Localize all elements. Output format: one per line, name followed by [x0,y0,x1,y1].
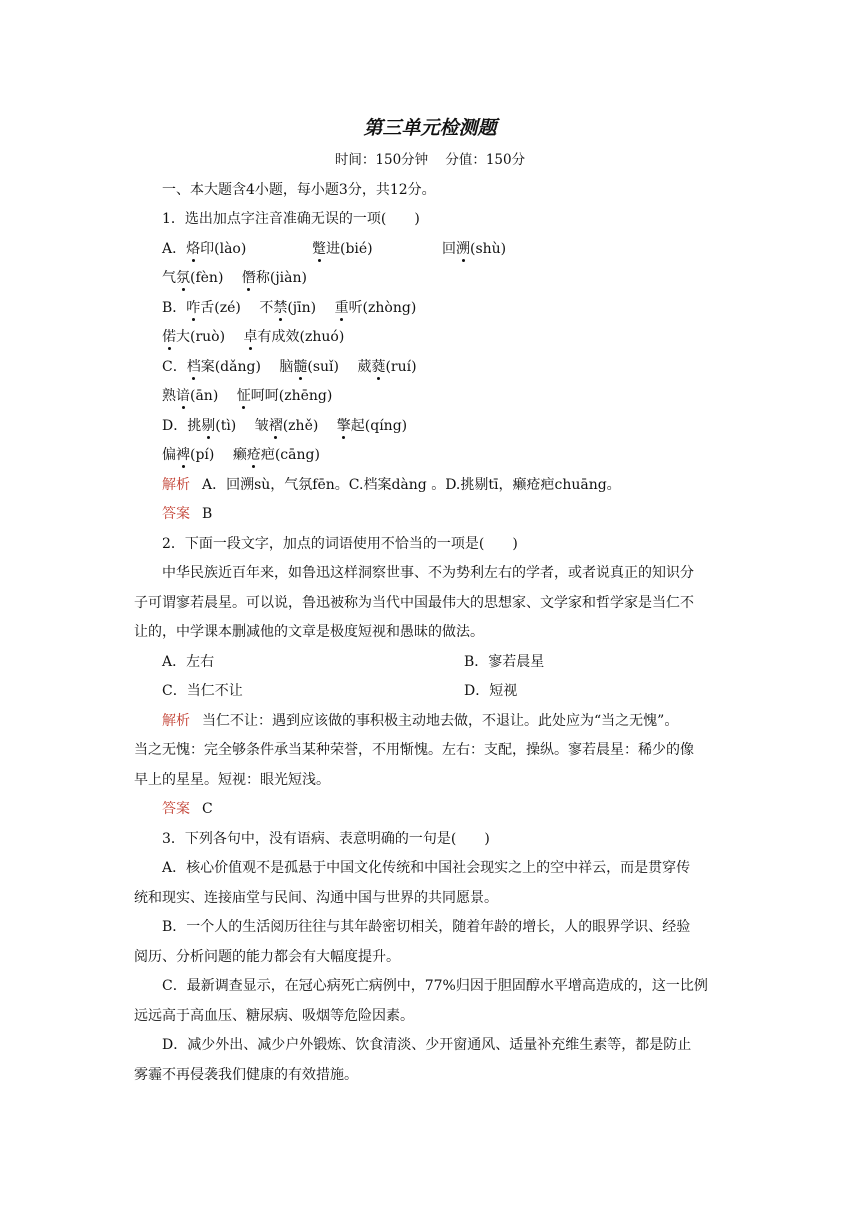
q1-d-item4: 偏裨(pí) [162,447,215,463]
emphasis-mark: 谙 [176,388,190,404]
emphasis-mark: 裨 [176,447,190,463]
emphasis-mark: 怔 [236,388,251,404]
q2-option-b: B．寥若晨星 [464,654,545,670]
q1-option-b-line2 [162,327,344,349]
q2-analysis-line2: 当之无愧：完全够条件承当某种荣誉，不用惭愧。左右：支配，操纵。寥若晨星：稀少的像 [134,742,694,758]
q1-b-item5: 卓有成效(zhuó) [243,329,345,345]
answer-label: 答案 [162,801,190,817]
emphasis-mark: 髓 [293,359,308,375]
emphasis-mark: 僭 [241,270,256,286]
q2-option-c: C．当仁不让 [162,683,243,699]
q1-d-item2: 皱褶(zhě) [254,418,319,434]
q3-option-b-line2: 阅历、分析问题的能力都会有大幅度提升。 [134,949,400,965]
q2-option-a: A．左右 [162,654,215,670]
emphasis-mark: 剔 [201,418,216,434]
emphasis-mark: 氛 [176,270,190,286]
q2-stem: 2．下面一段文字，加点的词语使用不恰当的一项是( ) [162,536,518,552]
q1-d-item1: D．挑剔(tì) [162,418,237,434]
q1-a-item3: 回溯(shù) [442,241,507,257]
q3-option-d-line1: D．减少外出、减少户外锻炼、饮食清淡、少开窗通风、适量补充维生素等，都是防止 [162,1037,692,1053]
q2-answer [162,799,213,821]
q1-option-a-line2 [162,268,307,290]
analysis-label: 解析 [162,713,190,729]
q3-option-a-line2: 统和现实、连接庙堂与民间、沟通中国与世界的共同愿景。 [134,890,498,906]
emphasis-mark: 禁 [273,300,288,316]
emphasis-mark: 褶 [268,418,283,434]
q2-option-d: D．短视 [464,683,518,699]
q2-answer-value: C [202,801,213,817]
q1-a-item5: 僭称(jiàn) [241,270,307,286]
q1-answer [162,504,212,526]
emphasis-mark: 溯 [456,241,470,257]
q1-answer-value: B [202,506,213,522]
q2-paragraph-line3: 让的，中学课本删减他的文章是极度短视和愚昧的做法。 [134,624,484,640]
emphasis-mark: 蹩 [312,241,326,257]
q1-d-item3: 擎起(qíng) [336,418,408,434]
q3-option-c-line1: C．最新调查显示，在冠心病死亡病例中，77%归因于胆固醇水平增高造成的，这一比例 [162,978,708,994]
q1-a-item2: 蹩进(bié) [312,241,373,257]
q1-b-item4: 偌大(ruò) [162,329,226,345]
q1-c-item3: 葳蕤(ruí) [357,359,417,375]
section-heading: 一、本大题含4小题，每小题3分，共12分。 [162,182,436,198]
q1-option-c-line2 [162,386,332,408]
emphasis-mark: 咋 [186,300,201,316]
q1-b-item2: 不禁(jīn) [259,300,317,316]
q1-c-item2: 脑髓(suǐ) [279,359,339,375]
q1-option-a-line1 [162,239,507,261]
emphasis-mark: 蕤 [371,359,386,375]
emphasis-mark: 烙 [186,241,201,257]
q1-analysis-text: A．回溯sù，气氛fēn。C.档案dàng 。D.挑剔tī，癞疮疤chuāng。 [202,477,621,493]
analysis-label: 解析 [162,477,190,493]
q1-stem: 1．选出加点字注音准确无误的一项( ) [162,211,420,227]
q1-c-item1: C．档案(dǎng) [162,359,261,375]
q2-paragraph-line2: 子可谓寥若晨星。可以说，鲁迅被称为当代中国最伟大的思想家、文学家和哲学家是当仁不 [134,595,694,611]
q2-paragraph-line1: 中华民族近百年来，如鲁迅这样洞察世事、不为势利左右的学者，或者说真正的知识分 [162,565,694,581]
q2-options-row1 [162,652,545,674]
q3-option-d-line2: 雾霾不再侵袭我们健康的有效措施。 [134,1067,358,1083]
q1-b-item3: 重听(zhòng) [334,300,417,316]
emphasis-mark: 档 [186,359,201,375]
q1-analysis [162,475,621,497]
q3-option-b-line1: B．一个人的生活阅历往往与其年龄密切相关，随着年龄的增长，人的眼界学识、经验 [162,919,691,935]
emphasis-mark: 偌 [162,329,176,345]
q2-options-row2 [162,681,518,703]
exam-info: 时间：150分钟 分值：150分 [334,152,526,168]
emphasis-mark: 疮 [246,447,261,463]
q2-analysis-line1 [162,711,678,733]
q1-option-b-line1 [162,298,416,320]
q3-option-a-line1: A．核心价值观不是孤悬于中国文化传统和中国社会现实之上的空中祥云，而是贯穿传 [162,860,691,876]
q1-option-d-line2 [162,445,320,467]
q1-b-item1: B．咋舌(zé) [162,300,241,316]
page-title: 第三单元检测题 [363,117,497,139]
emphasis-mark: 卓 [243,329,258,345]
q1-c-item4: 熟谙(ān) [162,388,219,404]
emphasis-mark: 重 [334,300,349,316]
q1-option-d-line1 [162,416,407,438]
q1-c-item5: 怔呵呵(zhēng) [236,388,333,404]
emphasis-mark: 擎 [336,418,351,434]
q1-a-item4: 气氛(fèn) [162,270,224,286]
q2-analysis-line3: 早上的星星。短视：眼光短浅。 [134,772,330,788]
q3-stem: 3．下列各句中，没有语病、表意明确的一句是( ) [162,831,490,847]
q1-d-item5: 癞疮疤(cāng) [232,447,320,463]
q2-analysis-text-1: 当仁不让：遇到应该做的事积极主动地去做，不退让。此处应为“当之无愧”。 [202,713,679,729]
q3-option-c-line2: 远远高于高血压、糖尿病、吸烟等危险因素。 [134,1008,414,1024]
q1-option-c-line1 [162,357,417,379]
answer-label: 答案 [162,506,190,522]
q1-a-item1: A．烙印(lào) [162,241,247,257]
